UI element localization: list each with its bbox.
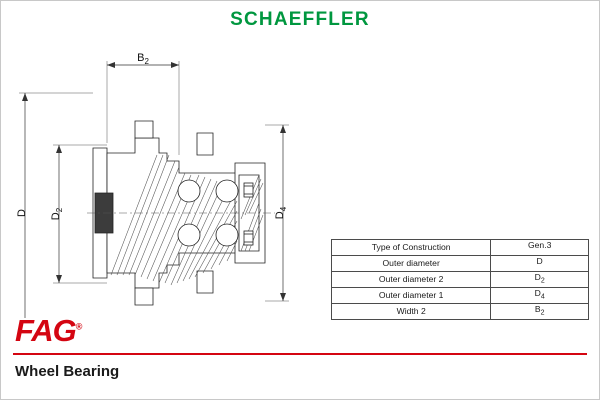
table-row bbox=[332, 240, 589, 256]
dimension-label-d2: $D_2$ bbox=[50, 207, 64, 221]
table-row bbox=[332, 288, 589, 304]
fag-logo bbox=[15, 313, 82, 349]
spec-value-text: Gen.3 bbox=[527, 240, 552, 251]
spec-value-text: D bbox=[534, 272, 541, 283]
spec-label: Outer diameter 1 bbox=[332, 288, 491, 304]
spec-label: Outer diameter bbox=[332, 256, 491, 272]
page-title: Wheel Bearing bbox=[15, 363, 120, 380]
technical-drawing bbox=[7, 43, 337, 323]
spec-value-sub: 2 bbox=[540, 278, 545, 286]
trademark-symbol: ® bbox=[75, 321, 83, 332]
spec-label: Width 2 bbox=[332, 304, 491, 320]
dimension-label-d4: $D_4$ bbox=[274, 206, 288, 220]
specification-table bbox=[331, 239, 589, 320]
footer-divider bbox=[13, 353, 587, 355]
spec-value-sub: 2 bbox=[540, 310, 545, 318]
spec-value-text: B bbox=[534, 304, 541, 315]
spec-value bbox=[491, 288, 589, 304]
spec-value bbox=[491, 256, 589, 272]
dimension-label-d: D bbox=[16, 209, 28, 217]
spec-label: Type of Construction bbox=[332, 240, 491, 256]
table-row bbox=[332, 256, 589, 272]
spec-value-text: D bbox=[534, 288, 541, 299]
spec-value-sub: 4 bbox=[540, 294, 545, 302]
schaeffler-brand-title: SCHAEFFLER bbox=[230, 9, 370, 30]
table-row bbox=[332, 304, 589, 320]
spec-value bbox=[491, 240, 589, 256]
spec-value bbox=[491, 272, 589, 288]
spec-label: Outer diameter 2 bbox=[332, 272, 491, 288]
table-row bbox=[332, 272, 589, 288]
dimension-label-b2: $B_2$ bbox=[137, 52, 149, 66]
spec-value-text: D bbox=[536, 256, 543, 267]
spec-value bbox=[491, 304, 589, 320]
fag-logo-text: FAG bbox=[15, 313, 76, 348]
